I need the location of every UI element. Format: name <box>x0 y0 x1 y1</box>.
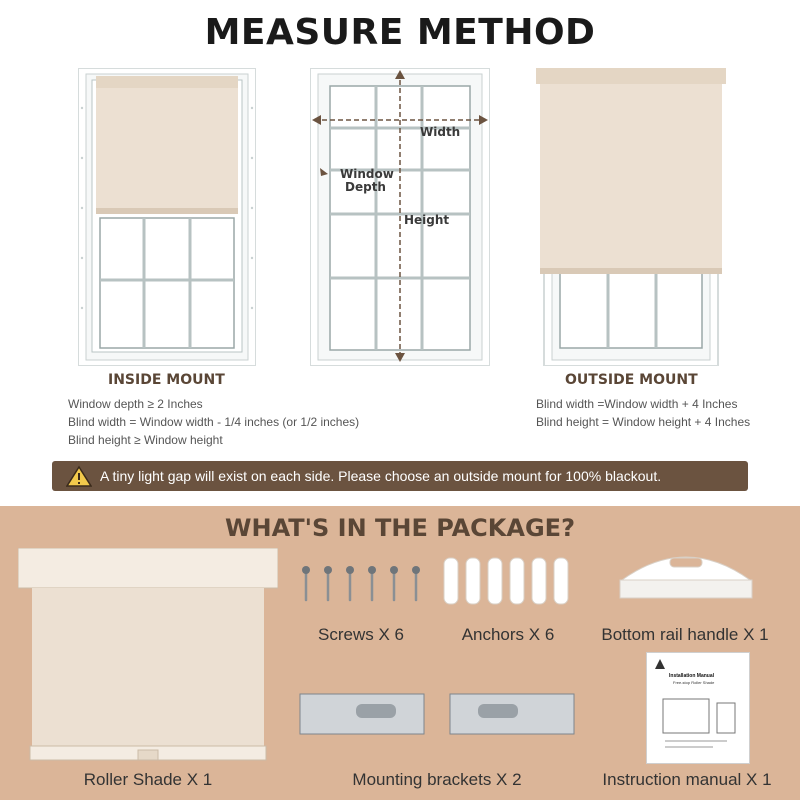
inside-mount-title: INSIDE MOUNT <box>108 372 225 388</box>
measurement-diagram <box>310 68 490 366</box>
warning-banner <box>52 461 748 491</box>
warning-text: A tiny light gap will exist on each side. Please choose an outside mount for 100% blackout. <box>100 468 662 484</box>
height-label: Height <box>404 213 450 227</box>
screws-caption: Screws X 6 <box>318 625 404 644</box>
anchors-image <box>440 556 576 608</box>
inside-spec-height: Blind height ≥ Window height <box>68 433 223 447</box>
screws-image <box>296 564 426 606</box>
manual-logo-icon <box>653 657 667 671</box>
outside-mount-title: OUTSIDE MOUNT <box>565 372 698 388</box>
anchors-caption: Anchors X 6 <box>461 625 555 644</box>
inside-spec-width: Blind width = Window width - 1/4 inches (or 1/2 inches) <box>68 415 360 429</box>
warning-icon <box>66 465 92 487</box>
outside-mount-specs <box>536 395 786 431</box>
outside-spec-width: Blind width =Window width + 4 Inches <box>536 397 738 411</box>
manual-heading: Installation Manual <box>669 673 715 679</box>
page-title: MEASURE METHOD <box>204 12 596 53</box>
inside-spec-depth: Window depth ≥ 2 Inches <box>68 397 203 411</box>
roller-shade-caption: Roller Shade X 1 <box>83 770 213 789</box>
brackets-image <box>296 690 578 738</box>
handle-image <box>618 544 754 604</box>
manual-caption: Instruction manual X 1 <box>602 770 772 789</box>
package-title: WHAT'S IN THE PACKAGE? <box>225 514 575 542</box>
manual-image <box>646 652 750 764</box>
window-depth-label-1: Window <box>340 167 394 181</box>
manual-subheading: Free-stop Roller Shade <box>673 680 715 685</box>
window-depth-label-2: Depth <box>345 180 386 194</box>
brackets-caption: Mounting brackets X 2 <box>352 770 522 789</box>
manual-diagram <box>657 693 741 753</box>
roller-shade-image <box>18 548 278 764</box>
inside-mount-specs <box>68 395 408 449</box>
handle-caption: Bottom rail handle X 1 <box>601 625 769 644</box>
outside-spec-height: Blind height = Window height + 4 Inches <box>536 415 751 429</box>
outside-mount-illustration <box>536 68 726 366</box>
inside-mount-illustration <box>78 68 256 366</box>
width-label: Width <box>420 125 461 139</box>
